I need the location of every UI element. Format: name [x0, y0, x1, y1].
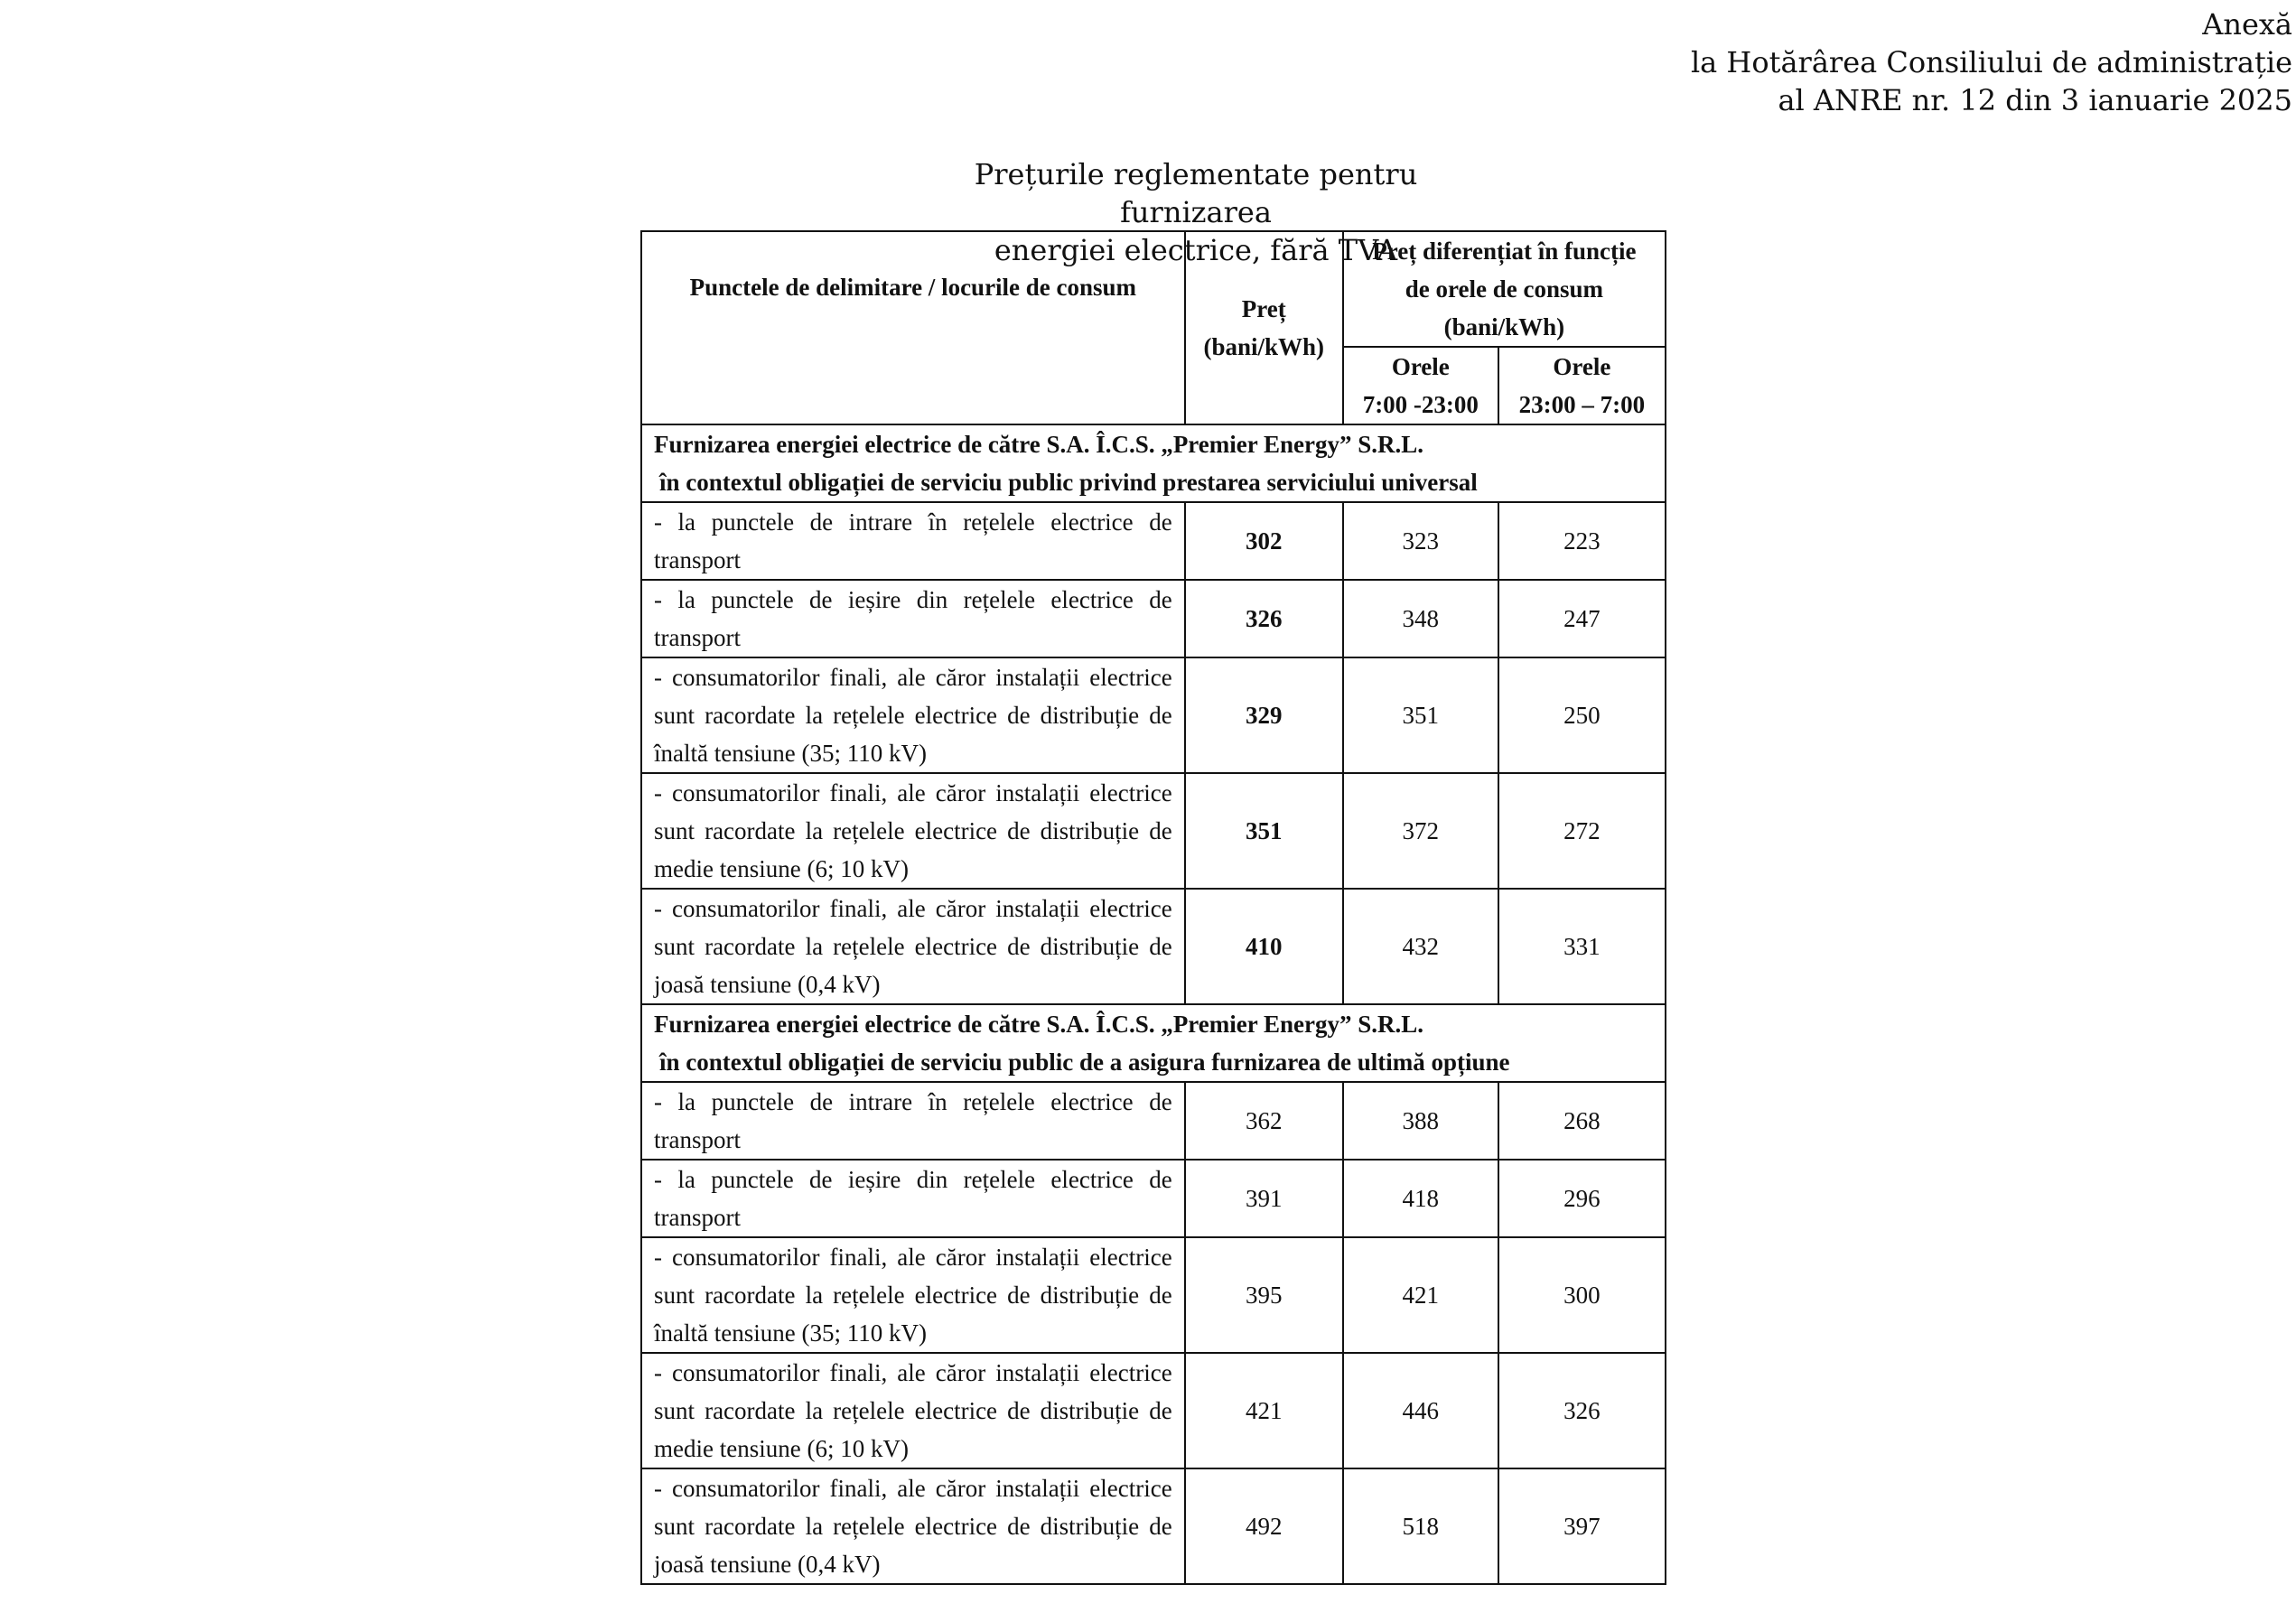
table-row — [641, 502, 1666, 580]
header-price — [1185, 231, 1343, 424]
section-title-line-1: Furnizarea energiei electrice de către S.A. Î.C.S. „Premier Energy” S.R.L. — [654, 431, 1424, 458]
section-title-line-2: în contextul obligației de serviciu public privind prestarea serviciului universal — [659, 469, 1478, 496]
row-price: 326 — [1185, 580, 1343, 657]
row-night-price: 326 — [1498, 1353, 1666, 1468]
row-day-price: 348 — [1343, 580, 1498, 657]
header-day-range: 7:00 -23:00 — [1362, 391, 1479, 418]
section-title — [641, 1004, 1666, 1082]
row-night-price: 300 — [1498, 1237, 1666, 1353]
row-night-price: 247 — [1498, 580, 1666, 657]
header-price-unit: (bani/kWh) — [1203, 333, 1325, 360]
row-day-price: 418 — [1343, 1160, 1498, 1237]
table-row — [641, 889, 1666, 1004]
row-description: - la punctele de ieșire din rețelele electrice de transport — [641, 580, 1185, 657]
row-day-price: 351 — [1343, 657, 1498, 773]
section-title — [641, 424, 1666, 502]
row-night-price: 272 — [1498, 773, 1666, 889]
header-day-hours — [1343, 347, 1498, 424]
table-row — [641, 1468, 1666, 1584]
annex-decision-number: al ANRE nr. 12 din 3 ianuarie 2025 — [1778, 83, 2292, 117]
row-night-price: 268 — [1498, 1082, 1666, 1160]
row-description: - consumatorilor finali, ale căror instalații electrice sunt racordate la rețelele electrice de distribuție de înaltă tensiune (35; 110 kV) — [641, 1237, 1185, 1353]
row-night-price: 296 — [1498, 1160, 1666, 1237]
row-price: 410 — [1185, 889, 1343, 1004]
header-diff-line-3: (bani/kWh) — [1443, 313, 1565, 340]
section-header-last-resort-supply — [641, 1004, 1666, 1082]
header-differentiated-price — [1343, 231, 1666, 347]
table-row — [641, 657, 1666, 773]
annex-reference — [1691, 5, 2292, 119]
header-diff-line-1: Preț diferențiat în funcție — [1372, 238, 1637, 265]
table-row — [641, 1160, 1666, 1237]
row-day-price: 432 — [1343, 889, 1498, 1004]
row-price: 391 — [1185, 1160, 1343, 1237]
document-title-line-1: Prețurile reglementate pentru furnizarea — [974, 157, 1418, 229]
row-night-price: 223 — [1498, 502, 1666, 580]
row-price: 351 — [1185, 773, 1343, 889]
price-table — [640, 230, 1666, 1585]
document-title-line-2: energiei electrice, fără TVA — [994, 233, 1398, 267]
row-night-price: 250 — [1498, 657, 1666, 773]
table-row — [641, 773, 1666, 889]
row-price: 421 — [1185, 1353, 1343, 1468]
row-day-price: 388 — [1343, 1082, 1498, 1160]
row-night-price: 331 — [1498, 889, 1666, 1004]
annex-label: Anexă — [2202, 7, 2292, 42]
row-description: - consumatorilor finali, ale căror instalații electrice sunt racordate la rețelele electrice de distribuție de înaltă tensiune (35; 110 kV) — [641, 657, 1185, 773]
table-row — [641, 580, 1666, 657]
header-diff-line-2: de orele de consum — [1405, 275, 1603, 303]
header-night-label: Orele — [1553, 353, 1611, 380]
row-day-price: 372 — [1343, 773, 1498, 889]
row-description: - consumatorilor finali, ale căror instalații electrice sunt racordate la rețelele electrice de distribuție de joasă tensiune (0,4 kV) — [641, 1468, 1185, 1584]
header-night-range: 23:00 – 7:00 — [1518, 391, 1646, 418]
header-row — [641, 231, 1666, 347]
row-day-price: 518 — [1343, 1468, 1498, 1584]
table-row — [641, 1082, 1666, 1160]
section-title-line-1: Furnizarea energiei electrice de către S.A. Î.C.S. „Premier Energy” S.R.L. — [654, 1011, 1424, 1038]
row-price: 362 — [1185, 1082, 1343, 1160]
row-description: - consumatorilor finali, ale căror instalații electrice sunt racordate la rețelele electrice de distribuție de joasă tensiune (0,4 kV) — [641, 889, 1185, 1004]
section-header-universal-service — [641, 424, 1666, 502]
section-title-line-2: în contextul obligației de serviciu public de a asigura furnizarea de ultimă opțiune — [659, 1049, 1510, 1076]
row-day-price: 421 — [1343, 1237, 1498, 1353]
row-description: - la punctele de intrare în rețelele electrice de transport — [641, 502, 1185, 580]
header-day-label: Orele — [1391, 353, 1450, 380]
row-description: - la punctele de intrare în rețelele electrice de transport — [641, 1082, 1185, 1160]
header-location — [641, 231, 1185, 424]
row-description: - la punctele de ieșire din rețelele electrice de transport — [641, 1160, 1185, 1237]
header-night-hours — [1498, 347, 1666, 424]
annex-decision: la Hotărârea Consiliului de administrație — [1690, 45, 2292, 79]
row-night-price: 397 — [1498, 1468, 1666, 1584]
row-description: - consumatorilor finali, ale căror instalații electrice sunt racordate la rețelele electrice de distribuție de medie tensiune (6; 10 kV) — [641, 773, 1185, 889]
row-price: 329 — [1185, 657, 1343, 773]
header-location-text: Punctele de delimitare / locurile de consum — [689, 274, 1137, 301]
header-price-label: Preț — [1241, 295, 1286, 322]
row-price: 492 — [1185, 1468, 1343, 1584]
row-price: 302 — [1185, 502, 1343, 580]
row-price: 395 — [1185, 1237, 1343, 1353]
table-row — [641, 1237, 1666, 1353]
row-day-price: 323 — [1343, 502, 1498, 580]
table-row — [641, 1353, 1666, 1468]
row-description: - consumatorilor finali, ale căror instalații electrice sunt racordate la rețelele electrice de distribuție de medie tensiune (6; 10 kV) — [641, 1353, 1185, 1468]
row-day-price: 446 — [1343, 1353, 1498, 1468]
